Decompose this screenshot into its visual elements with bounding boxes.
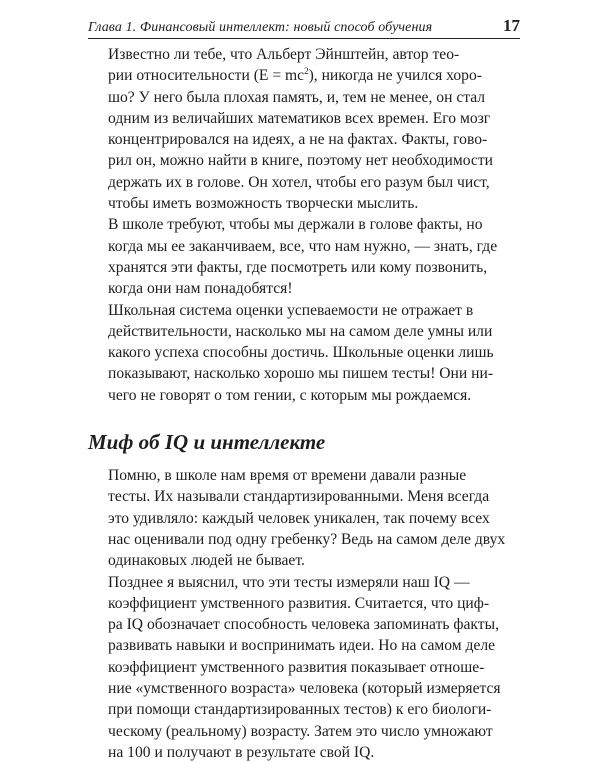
- page-number: 17: [503, 16, 520, 35]
- text-fragment: рии относительности (E = mc: [108, 67, 305, 85]
- text-line: одним из величайших математиков всех времен. Его мозг: [108, 109, 491, 127]
- text-line: когда они нам понадобятся!: [108, 280, 293, 298]
- paragraph-einstein: [88, 44, 530, 214]
- text-line: шо? У него была плохая память, и, тем не менее, он стал: [108, 88, 486, 106]
- text-fragment: ), никогда не учился хоро-: [308, 67, 482, 85]
- text-line: хранятся эти факты, где посмотреть или кому позвонить,: [108, 258, 488, 276]
- paragraph-iq: [88, 572, 530, 763]
- text-line: чего не говорят о том гении, с которым мы рождаемся.: [108, 386, 472, 404]
- text-line: нас оценивали под одну гребенку? Ведь на самом деле двух: [108, 530, 506, 548]
- text-line: коэффициент умственного развития показывает отноше-: [108, 658, 485, 676]
- text-line: тесты. Их называли стандартизированными. Меня всегда: [108, 488, 490, 506]
- running-header: [88, 12, 520, 39]
- text-line: действительности, насколько мы на самом деле умны или: [108, 322, 493, 340]
- text-line: показывают, насколько хорошо мы пишем тесты! Они ни-: [108, 365, 494, 383]
- body-text: [88, 44, 530, 763]
- text-line: ческому (реальному) возрасту. Затем это число умножают: [108, 722, 493, 740]
- superscript: 2: [304, 66, 309, 77]
- text-line: Школьная система оценки успеваемости не отражает в: [108, 301, 474, 319]
- paragraph-grading: [88, 300, 530, 406]
- text-line: ра IQ обозначает способность человека запоминать факты,: [108, 616, 499, 634]
- text-line: на 100 и получают в результате свой IQ.: [108, 743, 375, 761]
- text-line: когда мы ее заканчиваем, все, что нам нужно, — знать, где: [108, 237, 498, 255]
- chapter-title: Глава 1. Финансовый интеллект: новый способ обучения: [88, 20, 433, 35]
- text-line: при помощи стандартизированных тестов) к его биологи-: [108, 701, 492, 719]
- text-line: концентрировался на идеях, а не на фактах. Факты, гово-: [108, 131, 488, 149]
- text-line: какого успеха способны достичь. Школьные оценки лишь: [108, 344, 494, 362]
- text-line: коэффициент умственного развития. Считается, что циф-: [108, 594, 490, 612]
- text-line: чтобы иметь возможность творчески мыслить.: [108, 195, 419, 213]
- text-line: одинаковых людей не бывает.: [108, 552, 305, 570]
- paragraph-school-facts: [88, 214, 530, 299]
- text-line: Помню, в школе нам время от времени давали разные: [108, 467, 467, 485]
- text-line: рил он, можно найти в книге, поэтому нет необходимости: [108, 152, 494, 170]
- text-line: [88, 65, 530, 86]
- text-line: это удивляло: каждый человек уникален, так почему всех: [108, 509, 490, 527]
- text-line: В школе требуют, чтобы мы держали в голове факты, но: [108, 216, 483, 234]
- text-line: держать их в голове. Он хотел, чтобы его разум был чист,: [108, 173, 490, 191]
- paragraph-tests: [88, 465, 530, 571]
- text-line: Известно ли тебе, что Альберт Эйнштейн, автор тео-: [108, 46, 460, 63]
- text-line: Позднее я выяснил, что эти тесты измеряли наш IQ —: [108, 573, 470, 591]
- text-line: ние «умственного возраста» человека (который измеряется: [108, 680, 501, 698]
- text-line: развивать навыки и воспринимать идеи. Но на самом деле: [108, 637, 496, 655]
- section-heading: Миф об IQ и интеллекте: [88, 430, 326, 455]
